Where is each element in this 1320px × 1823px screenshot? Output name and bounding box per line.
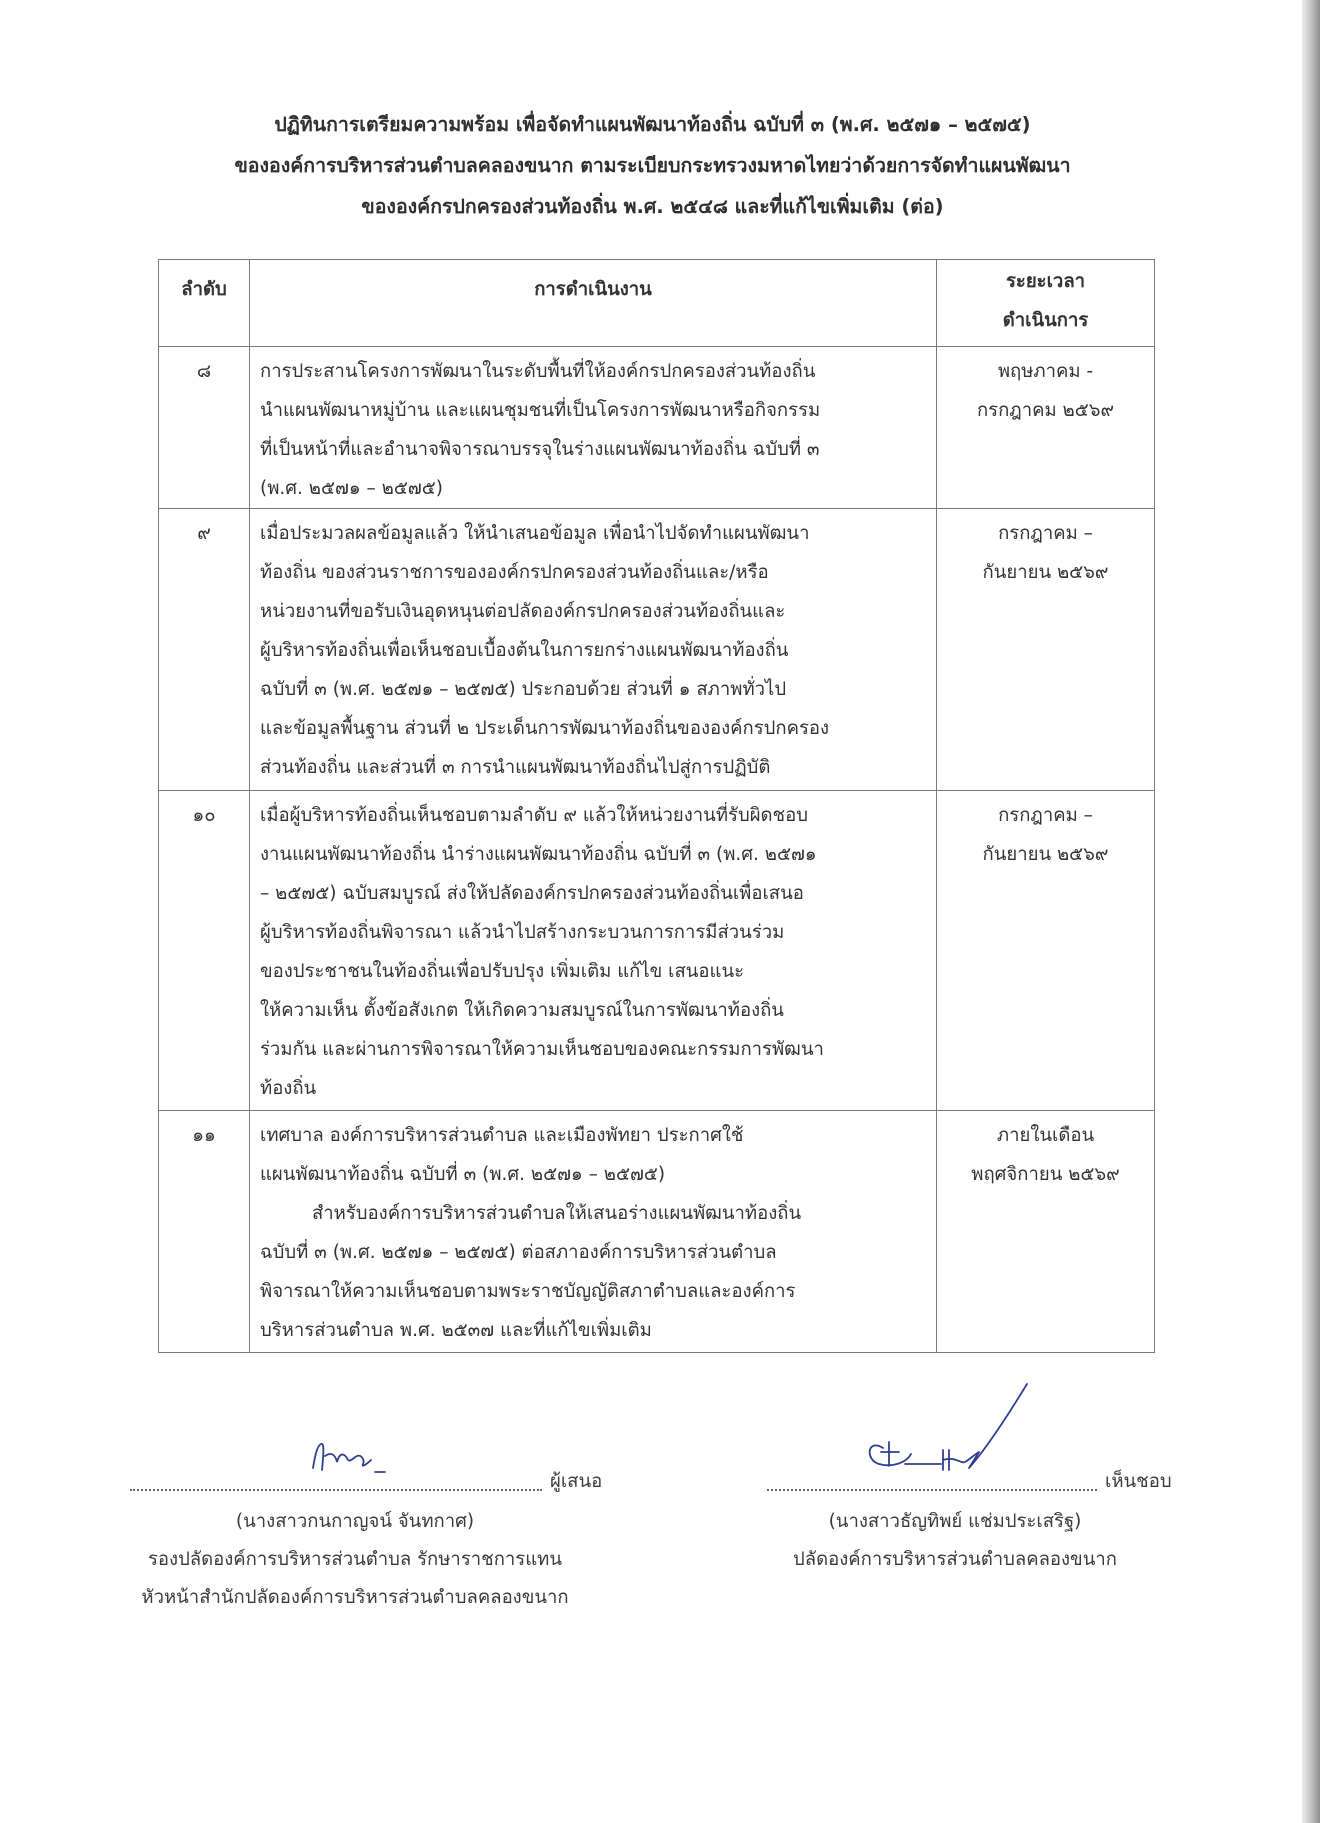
approver-sign-line <box>735 1463 1175 1503</box>
period-line: พฤศจิกายน ๒๕๖๙ <box>971 1164 1120 1185</box>
header-period <box>937 260 1155 347</box>
signature-dotted-line <box>767 1489 1097 1491</box>
period-line: กรกฎาคม – <box>998 523 1093 544</box>
table-row <box>159 347 1155 509</box>
period-line: กรกฎาคม – <box>998 805 1093 826</box>
operation-line: เมื่อประมวลผลข้อมูลแล้ว ให้นำเสนอข้อมูล เพื่อนำไปจัดทำแผนพัฒนา <box>260 523 810 544</box>
row-period <box>937 1111 1155 1353</box>
header-line-1: ปฏิทินการเตรียมความพร้อม เพื่อจัดทำแผนพัฒนาท้องถิ่น ฉบับที่ ๓ (พ.ศ. ๒๕๗๑ – ๒๕๗๕) <box>274 113 1031 136</box>
period-line: กันยายน ๒๕๖๙ <box>982 844 1109 865</box>
row-operation <box>250 509 937 791</box>
operation-line: ผู้บริหารท้องถิ่นพิจารณา แล้วนำไปสร้างกระบวนการการมีส่วนร่วม <box>260 922 785 943</box>
operation-line: ร่วมกัน และผ่านการพิจารณาให้ความเห็นชอบของคณะกรรมการพัฒนา <box>260 1039 824 1060</box>
table-row <box>159 1111 1155 1353</box>
period-line: พฤษภาคม - <box>997 361 1094 382</box>
operation-line: ฉบับที่ ๓ (พ.ศ. ๒๕๗๑ – ๒๕๗๕) ต่อสภาองค์การบริหารส่วนตำบล <box>260 1242 777 1263</box>
schedule-table <box>158 259 1155 1353</box>
approver-block <box>735 1463 1175 1579</box>
period-line: กรกฎาคม ๒๕๖๙ <box>976 400 1115 421</box>
header-line-2: ขององค์การบริหารส่วนตำบลคลองขนาก ตามระเบียบกระทรวงมหาดไทยว่าด้วยการจัดทำแผนพัฒนา <box>234 154 1071 177</box>
table-row <box>159 791 1155 1111</box>
header-period-line-2: ดำเนินการ <box>1002 310 1089 331</box>
period-line: กันยายน ๒๕๖๙ <box>982 562 1109 583</box>
proposer-sign-line <box>95 1463 615 1503</box>
operation-line: ของประชาชนในท้องถิ่นเพื่อปรับปรุง เพิ่มเติม แก้ไข เสนอแนะ <box>260 961 745 982</box>
document-header <box>100 104 1205 227</box>
proposer-position-1: รองปลัดองค์การบริหารส่วนตำบล รักษาราชการแทน <box>147 1549 562 1570</box>
row-operation <box>250 791 937 1111</box>
signature-dotted-line <box>130 1489 542 1491</box>
approver-name: (นางสาวธัญทิพย์ แช่มประเสริฐ) <box>828 1511 1082 1532</box>
operation-line: ส่วนท้องถิ่น และส่วนที่ ๓ การนำแผนพัฒนาท้องถิ่นไปสู่การปฏิบัติ <box>260 757 771 778</box>
approver-role: เห็นชอบ <box>1105 1471 1172 1492</box>
row-number: ๑๑ <box>159 1111 250 1353</box>
operation-line: ท้องถิ่น ของส่วนราชการขององค์กรปกครองส่วนท้องถิ่นและ/หรือ <box>260 562 769 583</box>
row-period <box>937 509 1155 791</box>
operation-line: ที่เป็นหน้าที่และอำนาจพิจารณาบรรจุในร่างแผนพัฒนาท้องถิ่น ฉบับที่ ๓ <box>260 439 820 460</box>
header-line-3: ขององค์กรปกครองส่วนท้องถิ่น พ.ศ. ๒๕๔๘ และที่แก้ไขเพิ่มเติม (ต่อ) <box>361 195 944 218</box>
operation-line: เมื่อผู้บริหารท้องถิ่นเห็นชอบตามลำดับ ๙ แล้วให้หน่วยงานที่รับผิดชอบ <box>260 805 808 826</box>
operation-line: แผนพัฒนาท้องถิ่น ฉบับที่ ๓ (พ.ศ. ๒๕๗๑ – ๒๕๗๕) <box>260 1164 666 1185</box>
operation-line: ท้องถิ่น <box>260 1078 317 1099</box>
operation-line: – ๒๕๗๕) ฉบับสมบูรณ์ ส่งให้ปลัดองค์กรปกครองส่วนท้องถิ่นเพื่อเสนอ <box>260 883 804 904</box>
operation-line: เทศบาล องค์การบริหารส่วนตำบล และเมืองพัทยา ประกาศใช้ <box>260 1125 744 1146</box>
operation-line: นำแผนพัฒนาหมู่บ้าน และแผนชุมชนที่เป็นโครงการพัฒนาหรือกิจกรรม <box>260 400 821 421</box>
proposer-name: (นางสาวกนกาญจน์ จันทกาศ) <box>235 1511 475 1532</box>
operation-line: พิจารณาให้ความเห็นชอบตามพระราชบัญญัติสภาตำบลและองค์การ <box>260 1281 796 1302</box>
operation-line: งานแผนพัฒนาท้องถิ่น นำร่างแผนพัฒนาท้องถิ่น ฉบับที่ ๓ (พ.ศ. ๒๕๗๑ <box>260 844 817 865</box>
operation-line: การประสานโครงการพัฒนาในระดับพื้นที่ให้องค์กรปกครองส่วนท้องถิ่น <box>260 361 816 382</box>
operation-indented-line: สำหรับองค์การบริหารส่วนตำบลให้เสนอร่างแผนพัฒนาท้องถิ่น <box>312 1203 802 1224</box>
row-number: ๘ <box>159 347 250 509</box>
proposer-role: ผู้เสนอ <box>550 1471 603 1492</box>
page-edge-shadow <box>1302 0 1320 1823</box>
row-number: ๑๐ <box>159 791 250 1111</box>
approver-position-1: ปลัดองค์การบริหารส่วนตำบลคลองขนาก <box>793 1549 1117 1570</box>
operation-line: (พ.ศ. ๒๕๗๑ – ๒๕๗๕) <box>260 478 443 499</box>
operation-line: ผู้บริหารท้องถิ่นเพื่อเห็นชอบเบื้องต้นในการยกร่างแผนพัฒนาท้องถิ่น <box>260 640 789 661</box>
operation-line: บริหารส่วนตำบล พ.ศ. ๒๕๓๗ และที่แก้ไขเพิ่มเติม <box>260 1320 652 1341</box>
header-no: ลำดับ <box>159 260 250 347</box>
row-number: ๙ <box>159 509 250 791</box>
operation-line: และข้อมูลพื้นฐาน ส่วนที่ ๒ ประเด็นการพัฒนาท้องถิ่นขององค์กรปกครอง <box>260 718 830 739</box>
proposer-position-2: หัวหน้าสำนักปลัดองค์การบริหารส่วนตำบลคลองขนาก <box>141 1587 569 1608</box>
row-operation <box>250 1111 937 1353</box>
row-period <box>937 347 1155 509</box>
period-line: ภายในเดือน <box>996 1125 1095 1146</box>
header-period-line-1: ระยะเวลา <box>1005 271 1086 292</box>
row-operation <box>250 347 937 509</box>
header-operation: การดำเนินงาน <box>250 260 937 347</box>
operation-line: หน่วยงานที่ขอรับเงินอุดหนุนต่อปลัดองค์กรปกครองส่วนท้องถิ่นและ <box>260 601 786 622</box>
proposer-block <box>95 1463 615 1617</box>
table-header-row <box>159 260 1155 347</box>
operation-line: ฉบับที่ ๓ (พ.ศ. ๒๕๗๑ – ๒๕๗๕) ประกอบด้วย ส่วนที่ ๑ สภาพทั่วไป <box>260 679 787 700</box>
table-row <box>159 509 1155 791</box>
operation-line: ให้ความเห็น ตั้งข้อสังเกต ให้เกิดความสมบูรณ์ในการพัฒนาท้องถิ่น <box>260 1000 784 1021</box>
row-period <box>937 791 1155 1111</box>
